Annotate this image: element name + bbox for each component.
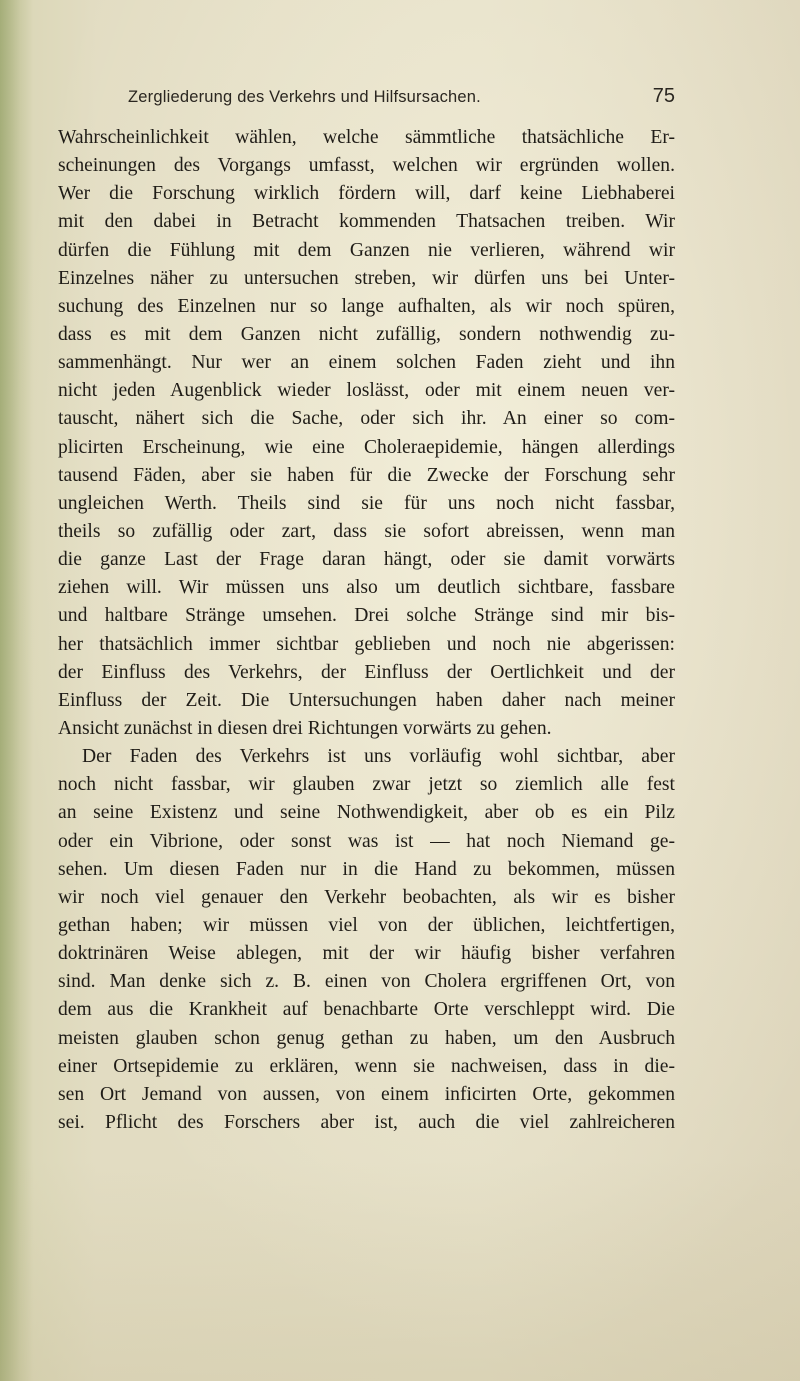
text-line: der Einfluss des Verkehrs, der Einfluss der Oertlichkeit und der xyxy=(58,661,675,683)
text-line: sen Ort Jemand von aussen, von einem inficirten Orte, gekommen xyxy=(58,1083,675,1105)
text-line: sind. Man denke sich z. B. einen von Cholera ergriffenen Ort, von xyxy=(58,971,675,993)
text-line: scheinungen des Vorgangs umfasst, welchen wir ergründen wollen. xyxy=(58,155,675,177)
text-line: und haltbare Stränge umsehen. Drei solche Stränge sind mir bis- xyxy=(58,605,675,627)
text-line: sammenhängt. Nur wer an einem solchen Faden zieht und ihn xyxy=(58,352,675,374)
text-line: ziehen will. Wir müssen uns also um deutlich sichtbare, fassbare xyxy=(58,577,675,599)
page-bottom-tone xyxy=(0,1161,800,1381)
text-line: meisten glauben schon genug gethan zu haben, um den Ausbruch xyxy=(58,1027,675,1049)
text-line: theils so zufällig oder zart, dass sie sofort abreissen, wenn man xyxy=(58,520,675,542)
text-line: her thatsächlich immer sichtbar geblieben und noch nie abgerissen: xyxy=(58,633,675,655)
text-line: einer Ortsepidemie zu erklären, wenn sie nachweisen, dass in die- xyxy=(58,1055,675,1077)
text-line: gethan haben; wir müssen viel von der üblichen, leichtfertigen, xyxy=(58,914,675,936)
text-line: dass es mit dem Ganzen nicht zufällig, sondern nothwendig zu- xyxy=(58,323,675,345)
text-line: dem aus die Krankheit auf benachbarte Orte verschleppt wird. Die xyxy=(58,999,675,1021)
paragraph-start-line: Der Faden des Verkehrs ist uns vorläufig wohl sichtbar, aber xyxy=(82,746,675,768)
text-line: suchung des Einzelnen nur so lange aufhalten, als wir noch spüren, xyxy=(58,295,675,317)
text-line: sei. Pflicht des Forschers aber ist, auch die viel zahlreicheren xyxy=(58,1111,675,1133)
text-line: Einfluss der Zeit. Die Untersuchungen haben daher nach meiner xyxy=(58,689,675,711)
text-line: Wer die Forschung wirklich fördern will, darf keine Liebhaberei xyxy=(58,183,675,205)
text-line: dürfen die Fühlung mit dem Ganzen nie verlieren, während wir xyxy=(58,239,675,261)
text-line: Einzelnes näher zu untersuchen streben, wir dürfen uns bei Unter- xyxy=(58,267,675,289)
text-line: tauscht, nähert sich die Sache, oder sich ihr. An einer so com- xyxy=(58,408,675,430)
text-line: nicht jeden Augenblick wieder loslässt, oder mit einem neuen ver- xyxy=(58,380,675,402)
running-head xyxy=(113,86,675,116)
text-line: ungleichen Werth. Theils sind sie für uns noch nicht fassbar, xyxy=(58,492,675,514)
text-line: plicirten Erscheinung, wie eine Choleraepidemie, hängen allerdings xyxy=(58,436,675,458)
text-line: noch nicht fassbar, wir glauben zwar jetzt so ziemlich alle fest xyxy=(58,774,675,796)
text-line: tausend Fäden, aber sie haben für die Zwecke der Forschung sehr xyxy=(58,464,675,486)
text-line: Wahrscheinlichkeit wählen, welche sämmtliche thatsächliche Er- xyxy=(58,127,675,148)
text-line: mit den dabei in Betracht kommenden Thatsachen treiben. Wir xyxy=(58,211,675,233)
text-line: die ganze Last der Frage daran hängt, oder sie damit vorwärts xyxy=(58,549,675,571)
text-line: oder ein Vibrione, oder sonst was ist — hat noch Niemand ge- xyxy=(58,830,675,852)
text-line: doktrinären Weise ablegen, mit der wir häufig bisher verfahren xyxy=(58,943,675,965)
text-line: wir noch viel genauer den Verkehr beobachten, als wir es bisher xyxy=(58,886,675,908)
text-line: sehen. Um diesen Faden nur in die Hand zu bekommen, müssen xyxy=(58,858,675,880)
paragraph-end-line: Ansicht zunächst in diesen drei Richtungen vorwärts zu gehen. xyxy=(58,717,552,739)
body-text xyxy=(58,124,675,1137)
page-number: 75 xyxy=(652,85,675,107)
running-title: Zergliederung des Verkehrs und Hilfsursachen. xyxy=(128,88,481,106)
text-line: an seine Existenz und seine Nothwendigkeit, aber ob es ein Pilz xyxy=(58,802,675,824)
